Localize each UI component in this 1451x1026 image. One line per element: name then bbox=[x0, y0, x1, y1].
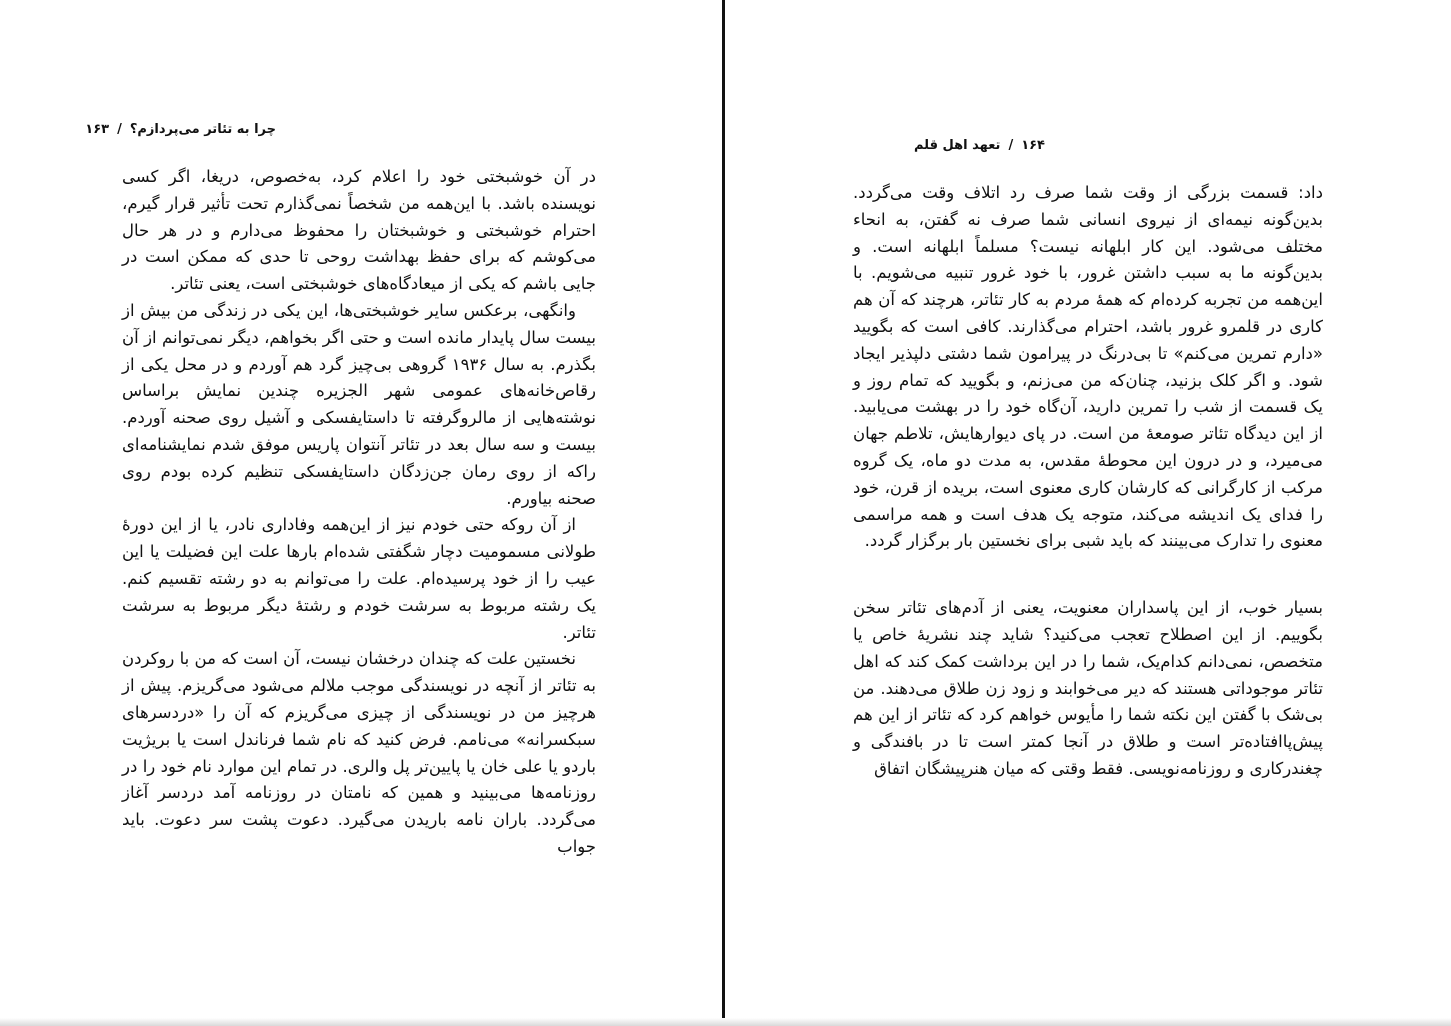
right-page-number: ۱۶۴ bbox=[1021, 138, 1045, 153]
left-page bbox=[0, 0, 722, 1026]
left-running-head-title: چرا به تئاتر می‌پردازم؟ bbox=[129, 122, 276, 137]
left-running-head bbox=[85, 122, 276, 137]
right-running-head-title: تعهد اهل قلم bbox=[913, 138, 1001, 153]
left-page-number: ۱۶۳ bbox=[85, 122, 110, 137]
left-running-head-separator: / bbox=[117, 122, 122, 137]
right-paragraph-1: داد: قسمت بزرگی از وقت شما صرف رد اتلاف وقت می‌گردد. بدین‌گونه نیمه‌ای از نیروی انسانی شما صرف نه گفتن، به انحاء مختلف می‌شود. این کار ابلهانه نیست؟ مسلماً ابلهانه است. و بدین‌گونه ما به سبب داشتن غرور، با خود غرور تنبیه می‌شویم. با این‌همه من تجربه کرده‌ام که همهٔ مردم به کار تئاتر، هرچند که آن هم کاری در قلمرو غرور باشد، احترام می‌گذارند. کافی است که بگویید «دارم تمرین می‌کنم» تا بی‌درنگ در پیرامون شما دشتی دلپذیر ایجاد شود. و اگر کلک بزنید، چنان‌که من می‌زنم، و بگویید که تمام روز و یک قسمت از شب را تمرین دارید، آن‌گاه خود را در بهشت می‌یابید. از این دیدگاه تئاتر صومعهٔ من است. در پای دیوارهایش، تلاطم جهان می‌میرد، و در درون این محوطهٔ مقدس، به مدت دو ماه، یک گروه مرکب از کارگرانی که کارشان کاری معنوی است، بریده از قرن، خود را فدای یک اندیشه می‌کند، متوجه یک هدف است و همه مراسمی معنوی را تدارک می‌بینند که باید شبی برای نخستین بار برگزار گردد. bbox=[853, 183, 1323, 551]
left-paragraph-1: در آن خوشبختی خود را اعلام کرد، به‌خصوص، دریغا، اگر کسی نویسنده باشد. با این‌همه من شخصاً نمی‌گذارم تحت تأثیر قرار گیرم، احترام خوشبختی و خوشبختان را محفوظ می‌دارم و در هر حال می‌کوشم که برای حفظ بهداشت روحی تا حدی که ممکن است در جایی باشم که یکی از میعادگاه‌های خوشبختی است، یعنی تئاتر. bbox=[122, 167, 596, 294]
right-body-text bbox=[853, 180, 1323, 783]
left-paragraph-2: وانگهی، برعکس سایر خوشبختی‌ها، این یکی در زندگی من بیش از بیست سال پایدار مانده است و حتی اگر بخواهم، دیگر نمی‌توانم از آن بگذرم. به سال ۱۹۳۶ گروهی بی‌چیز گرد هم آوردم و در محل یکی از رقاص‌خانه‌های عمومی شهر الجزیره چندین نمایش براساس نوشته‌هایی از مالروگرفته تا داستایفسکی و آشیل روی صحنه آوردم. بیست و سه سال بعد در تئاتر آنتوان پاریس موفق شدم نمایشنامه‌ای راکه از روی رمان جن‌زدگان داستایفسکی تنظیم کرده بودم روی صحنه بیاورم. bbox=[122, 300, 596, 508]
left-paragraph-3: از آن روکه حتی خودم نیز از این‌همه وفاداری نادر، یا از این دورهٔ طولانی مسمومیت دچار شگفتی شده‌ام بارها علت این فضیلت یا این عیب را از خود پرسیده‌ام. علت را می‌توانم به دو رشته تقسیم کنم. یک رشته مربوط به سرشت خودم و رشتهٔ دیگر مربوط به سرشت تئاتر. bbox=[122, 515, 596, 642]
scan-bottom-edge bbox=[0, 1018, 1451, 1026]
right-running-head-separator: / bbox=[1008, 138, 1014, 153]
left-body-text bbox=[122, 164, 596, 861]
left-paragraph-4: نخستین علت که چندان درخشان نیست، آن است که من با روکردن به تئاتر از آنچه در نویسندگی موجب ملالم می‌شود می‌گریزم. پیش از هرچیز من در نویسندگی از چیزی می‌گریزم که آن را «دردسرهای سبکسرانه» می‌نامم. فرض کنید که نام شما فرناندل است یا بریژیت باردو یا علی خان یا پایین‌تر پل والری. در تمام این موارد نام خود را در روزنامه‌ها می‌بینید و همین که نامتان در روزنامه آمد دردسر آغاز می‌گردد. باران نامه باریدن می‌گیرد. دعوت پشت سر دعوت. باید جواب bbox=[122, 649, 596, 856]
right-page bbox=[725, 0, 1451, 1026]
right-running-head bbox=[914, 138, 1045, 153]
right-paragraph-2: بسیار خوب، از این پاسداران معنویت، یعنی از آدم‌های تئاتر سخن بگوییم. از این اصطلاح تعجب می‌کنید؟ شاید چند نشریهٔ خاص یا متخصص، نمی‌دانم کدام‌یک، شما را در این برداشت کمک کند که اهل تئاتر موجوداتی هستند که دیر می‌خوابند و زود زن طلاق می‌دهند. من بی‌شک با گفتن این نکته شما را مأیوس خواهم کرد که تئاتر از این هم پیش‌پاافتاده‌تر است و طلاق در آنجا کمتر است تا در بافندگی و چغندرکاری و روزنامه‌نویسی. فقط وقتی که میان هنرپیشگان اتفاق bbox=[853, 598, 1323, 778]
